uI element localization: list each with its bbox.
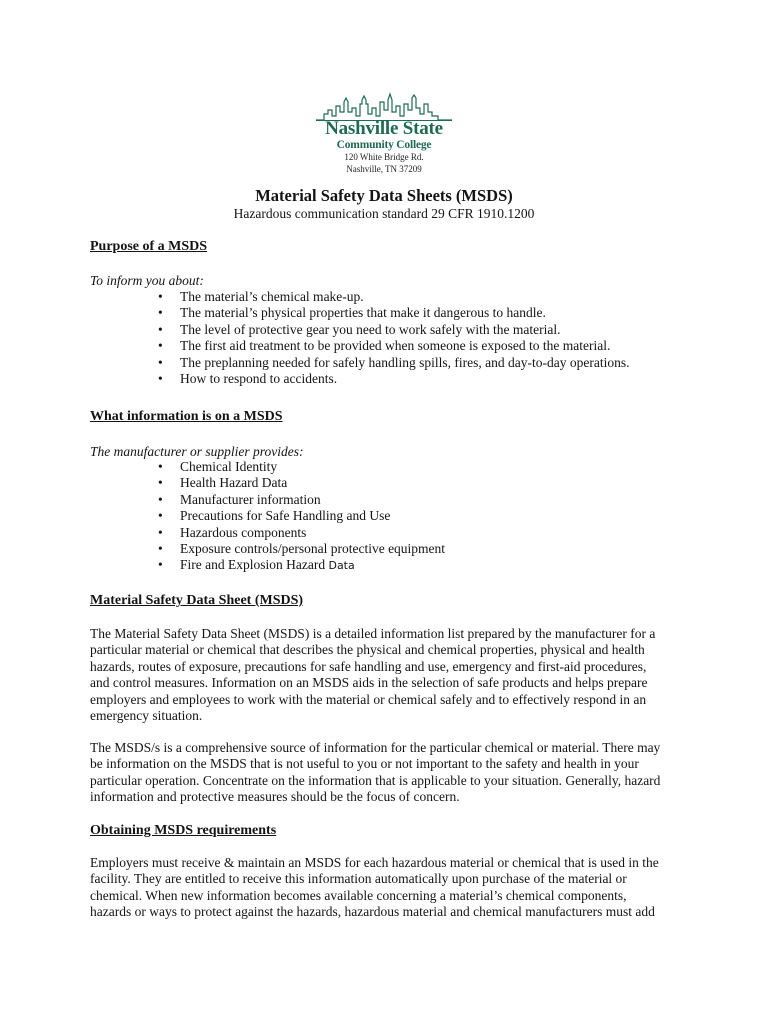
- list-item: [152, 557, 445, 574]
- paragraph-line: particular operation. Concentrate on the information that is applicable to your situation. Generally, hazard: [90, 772, 661, 788]
- list-item: • The material’s physical properties that make it dangerous to handle.: [152, 305, 630, 321]
- obtaining-paragraph: [90, 855, 680, 921]
- section-heading-information: What information is on a MSDS: [90, 409, 283, 424]
- paragraph-line: and control measures. Information on an MSDS aids in the selection of safe products and helps prepare: [90, 675, 648, 691]
- paragraph-line: hazards, routes of exposure, precautions for safe handling and use, emergency and first-aid procedures,: [90, 658, 647, 674]
- paragraph-line: information and protective measures should be the focus of concern.: [90, 789, 460, 805]
- section-heading-purpose: Purpose of a MSDS: [90, 239, 208, 254]
- list-item: • The material’s chemical make-up.: [152, 289, 630, 305]
- list-item: • Precautions for Safe Handling and Use: [152, 508, 445, 524]
- list-item: • The level of protective gear you need to work safely with the material.: [152, 322, 630, 338]
- msds-paragraph-2: [90, 740, 680, 806]
- document-subtitle: Hazardous communication standard 29 CFR 1910.1200: [233, 206, 535, 221]
- purpose-intro: To inform you about:: [90, 273, 204, 288]
- paragraph-line: chemical. When new information becomes available concerning a material’s chemical components,: [90, 887, 627, 903]
- paragraph-line: be information on the MSDS that is not useful to you or not important to the safety and health in your: [90, 756, 639, 772]
- paragraph-line: hazards or ways to protect against the hazards, hazardous material and chemical manufacturers must add: [90, 904, 655, 920]
- list-item: • Hazardous components: [152, 525, 445, 541]
- msds-paragraph-1: [90, 626, 680, 724]
- paragraph-line: emergency situation.: [90, 708, 203, 724]
- list-item: • Manufacturer information: [152, 492, 445, 508]
- list-item: • Exposure controls/personal protective equipment: [152, 541, 445, 557]
- college-subtitle-logo: Community College: [336, 139, 432, 151]
- section-heading-obtaining: Obtaining MSDS requirements: [90, 823, 277, 838]
- information-list: [152, 459, 445, 575]
- information-intro: The manufacturer or supplier provides:: [90, 444, 304, 459]
- letterhead: [0, 92, 768, 175]
- list-item: • Chemical Identity: [152, 459, 445, 475]
- section-heading-msds: Material Safety Data Sheet (MSDS): [90, 593, 304, 608]
- document-title: Material Safety Data Sheets (MSDS): [255, 186, 513, 205]
- purpose-list: [152, 289, 630, 387]
- list-item-text: Fire and Explosion Hazard: [180, 557, 326, 573]
- paragraph-line: employers and employees to work with the material or chemical safely and to effectively respond in an: [90, 691, 647, 707]
- college-name-logo: Nashville State: [325, 118, 443, 139]
- paragraph-line: Employers must receive & maintain an MSDS for each hazardous material or chemical that is used in the: [90, 855, 659, 870]
- list-item: • Health Hazard Data: [152, 475, 445, 491]
- list-item-tail: Data: [328, 559, 355, 573]
- address-line-1: 120 White Bridge Rd.: [344, 152, 424, 162]
- paragraph-line: The MSDS/s is a comprehensive source of information for the particular chemical or material. There may: [90, 740, 661, 755]
- address-line-2: Nashville, TN 37209: [346, 164, 422, 174]
- list-item: • The first aid treatment to be provided when someone is exposed to the material.: [152, 338, 630, 354]
- paragraph-line: facility. They are entitled to receive this information automatically upon purchase of the material or: [90, 871, 627, 887]
- list-item: • How to respond to accidents.: [152, 371, 630, 387]
- paragraph-line: The Material Safety Data Sheet (MSDS) is a detailed information list prepared by the manufacturer for a: [90, 626, 656, 641]
- list-item: • The preplanning needed for safely handling spills, fires, and day-to-day operations.: [152, 355, 630, 371]
- paragraph-line: particular material or chemical that describes the physical and chemical properties, physical and health: [90, 642, 645, 658]
